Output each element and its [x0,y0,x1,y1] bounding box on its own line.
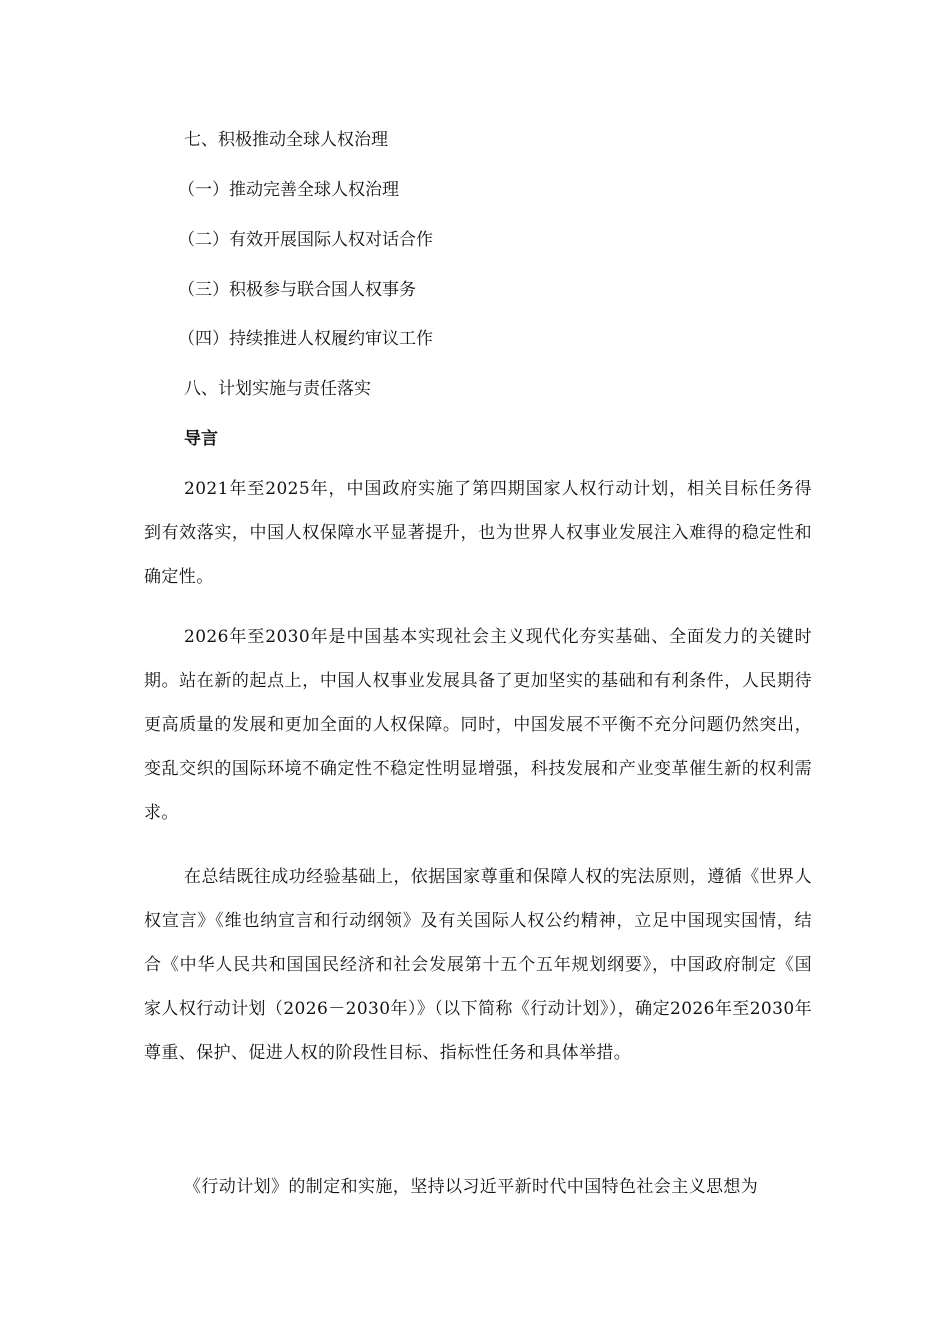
toc-item-section-1: （一）推动完善全球人权治理 [178,180,399,200]
paragraph: 《行动计划》的制定和实施，坚持以习近平新时代中国特色社会主义思想为 [184,1177,759,1197]
toc-item-section-3: （三）积极参与联合国人权事务 [178,280,416,300]
toc-item-section-4: （四）持续推进人权履约审议工作 [178,329,433,349]
toc-item-section-2: （二）有效开展国际人权对话合作 [178,230,433,250]
paragraph: 2026年至2030年是中国基本实现社会主义现代化夯实基础、全面发力的关键时期。站在新的起点上，中国人权事业发展具备了更加坚实的基础和有利条件，人民期待更高质量的发展和更加全面的人权保障。同时，中国发展不平衡不充分问题仍然突出，变乱交织的国际环境不确定性不稳定性明显增强，科技发展和产业变革催生新的权利需求。 [144,627,812,823]
paragraph: 2021年至2025年，中国政府实施了第四期国家人权行动计划，相关目标任务得到有效落实，中国人权保障水平显著提升，也为世界人权事业发展注入难得的稳定性和确定性。 [144,479,812,587]
toc-item-chapter-7: 七、积极推动全球人权治理 [184,130,388,150]
section-heading: 导言 [184,429,218,449]
toc-item-chapter-8: 八、计划实施与责任落实 [184,379,371,399]
paragraph: 在总结既往成功经验基础上，依据国家尊重和保障人权的宪法原则，遵循《世界人权宣言》《维也纳宣言和行动纲领》及有关国际人权公约精神，立足中国现实国情，结合《中华人民共和国国民经济和社会发展第十五个五年规划纲要》，中国政府制定《国家人权行动计划（2026－2030年）》（以下简称《行动计划》），确定2026年至2030年尊重、保护、促进人权的阶段性目标、指标性任务和具体举措。 [144,867,812,1063]
